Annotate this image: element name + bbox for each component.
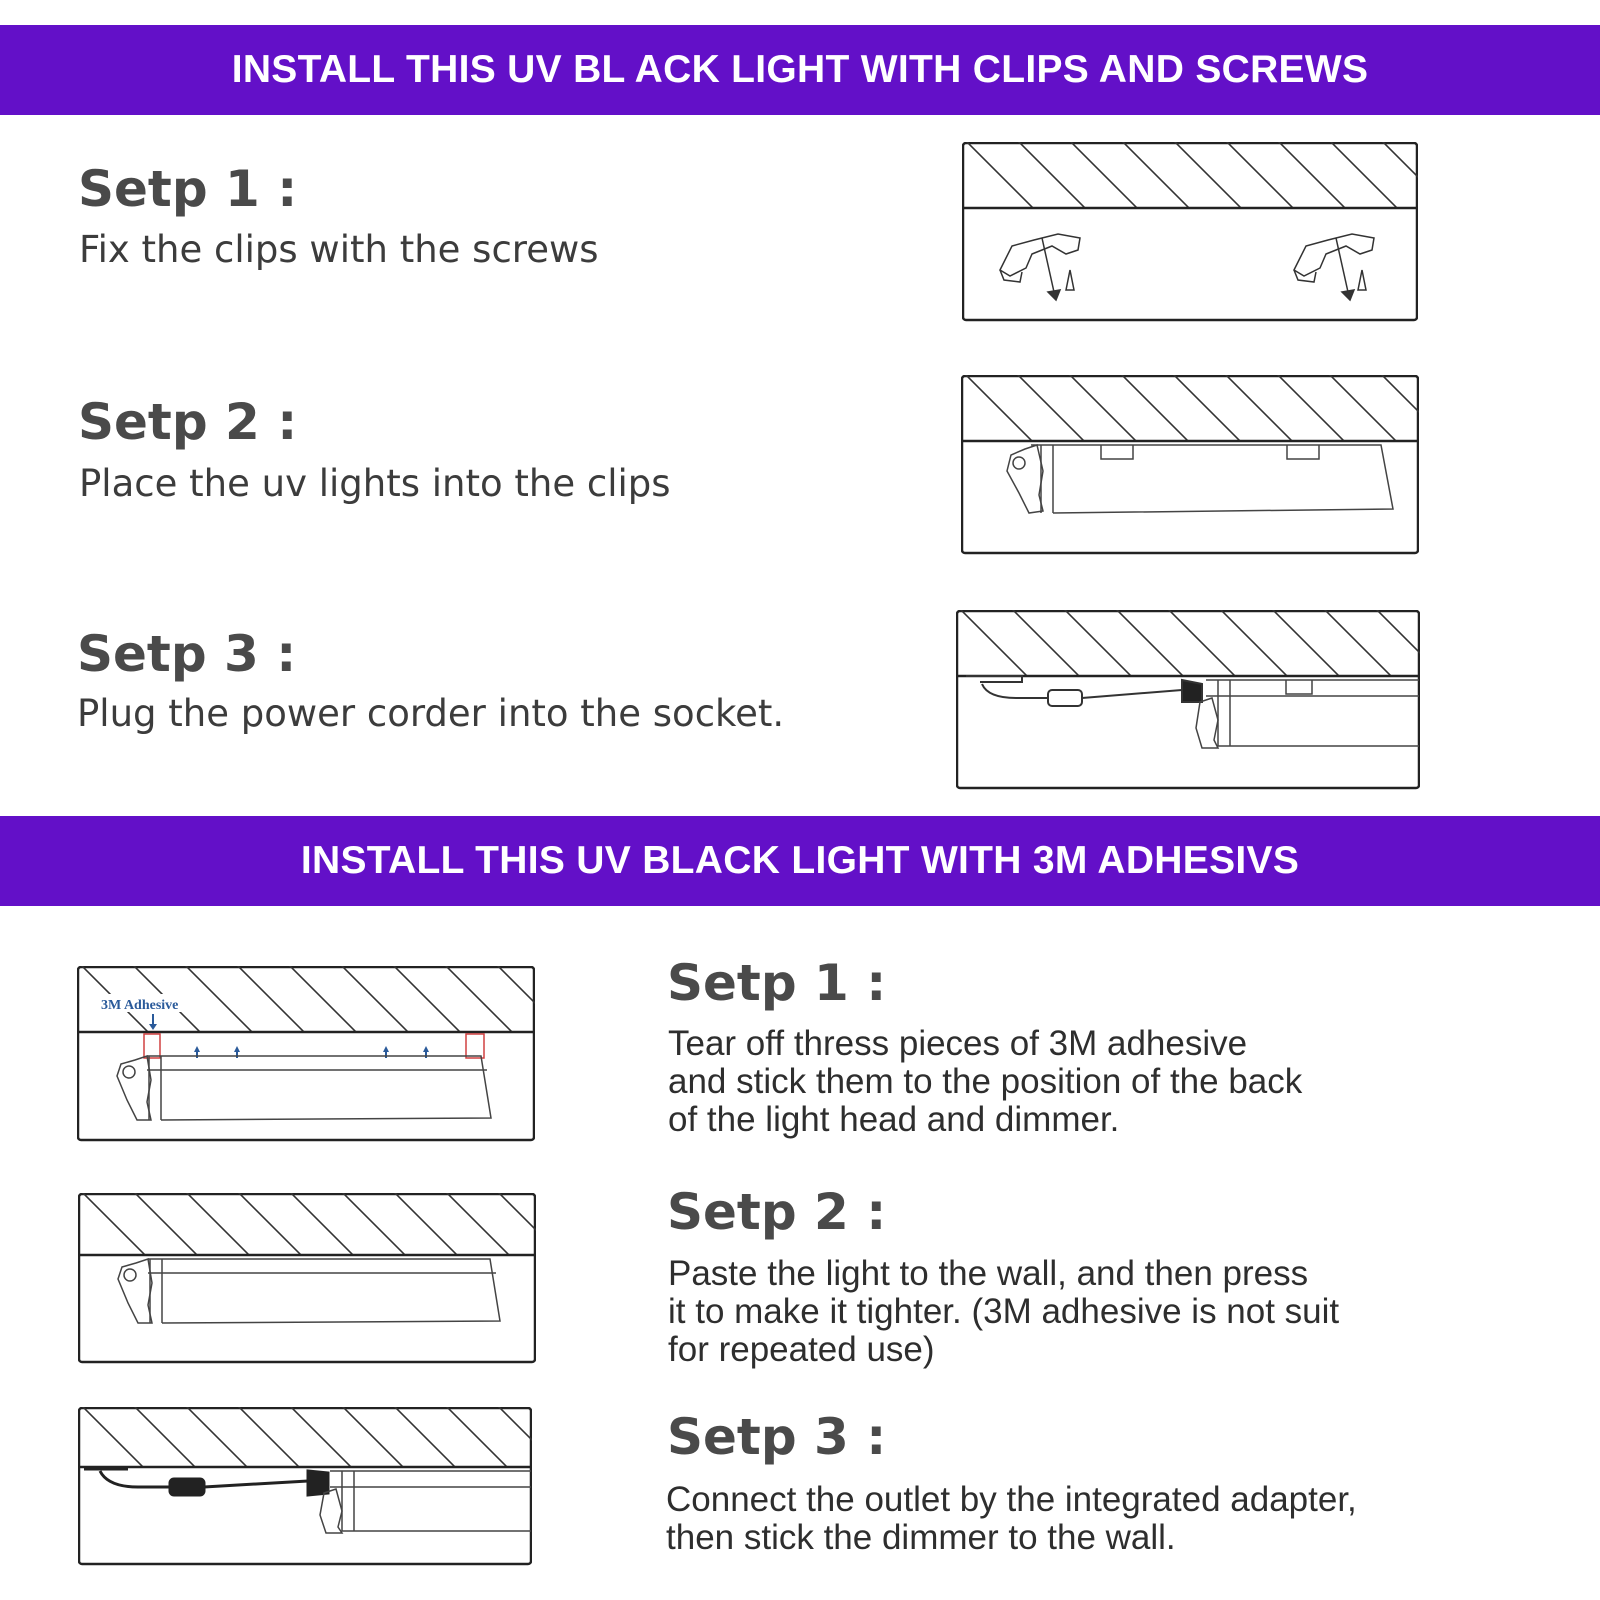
adhesive-section-banner: INSTALL THIS UV BLACK LIGHT WITH 3M ADHESIVS [0, 816, 1600, 906]
clips-step-3-title: Setp 3 : [77, 625, 297, 683]
paste-light-diagram [78, 1193, 536, 1365]
clips-screws-diagram [962, 142, 1418, 322]
adhesive-position-diagram [77, 966, 535, 1146]
connect-outlet-diagram [78, 1407, 532, 1567]
clips-step-2-title: Setp 2 : [78, 393, 298, 451]
clips-step-2-desc: Place the uv lights into the clips [79, 462, 671, 505]
adhesive-step-3-desc: Connect the outlet by the integrated adapter, then stick the dimmer to the wall. [666, 1480, 1357, 1557]
adhesive-step-2-title: Setp 2 : [667, 1183, 887, 1241]
adhesive-step-3-title: Setp 3 : [667, 1408, 887, 1466]
adhesive-step-2-desc: Paste the light to the wall, and then press it to make it tighter. (3M adhesive is not suit for repeated use) [668, 1254, 1340, 1369]
adhesive-step-1-title: Setp 1 : [667, 954, 887, 1012]
light-in-clips-diagram [961, 375, 1419, 555]
plug-power-cord-diagram [956, 610, 1420, 790]
clips-step-1-desc: Fix the clips with the screws [79, 228, 599, 271]
adhesive-label: 3M Adhesive [101, 998, 179, 1013]
clips-section-banner: INSTALL THIS UV BL ACK LIGHT WITH CLIPS AND SCREWS [0, 25, 1600, 115]
clips-step-1-title: Setp 1 : [78, 160, 298, 218]
adhesive-step-1-desc: Tear off thress pieces of 3M adhesive and stick them to the position of the back of the light head and dimmer. [668, 1024, 1303, 1139]
clips-step-3-desc: Plug the power corder into the socket. [77, 692, 785, 735]
